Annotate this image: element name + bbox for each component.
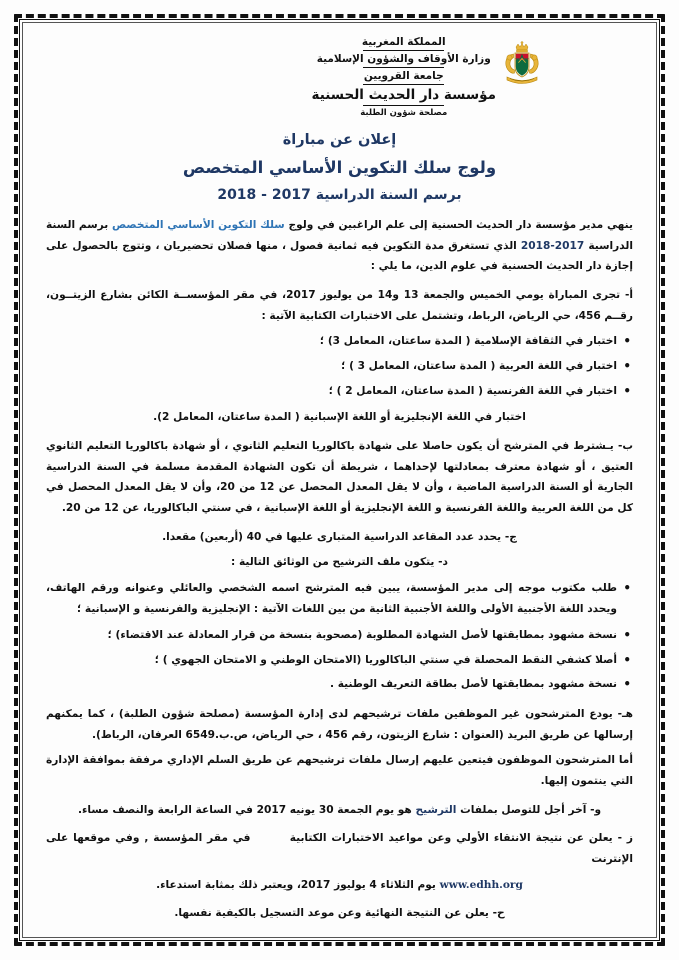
item-g-url-line bbox=[46, 875, 633, 896]
doc-written-request: طلب مكتوب موجه إلى مدير المؤسسة، يبين فيه المترشح اسمه الشخصي والعائلي وعنوانه ورقم الهاتف، ويحدد اللغة الأجنبية الأولى واللغة الأجنبية الثانية من بين اللغات الآتية : الإنجليزية والفرنسية و الإسبانية ؛ bbox=[46, 581, 617, 615]
header-line-institution: مؤسسة دار الحديث الحسنية bbox=[312, 87, 496, 106]
item-g-marker: ز - bbox=[617, 832, 633, 845]
item-g bbox=[46, 828, 633, 869]
document-content bbox=[16, 16, 663, 944]
exam-english-spanish: اختبار في اللغة الإنجليزية أو اللغة الإسبانية ( المدة ساعتان، المعامل 2). bbox=[153, 411, 526, 424]
intro-paragraph bbox=[46, 215, 633, 277]
header-line-kingdom: المملكة المغربية bbox=[312, 36, 496, 51]
item-c bbox=[46, 527, 633, 548]
exam-english-or-spanish-line bbox=[46, 407, 633, 428]
exam-french: اختبار في اللغة الفرنسية ( المدة ساعتان، المعامل 2 ) ؛ bbox=[328, 384, 617, 397]
header-line-university: جامعة القرويين bbox=[312, 70, 496, 85]
header-line-ministry: وزارة الأوقاف والشؤون الإسلامية bbox=[312, 53, 496, 68]
item-f bbox=[46, 800, 633, 821]
intro-part-2: برسم السنة الدراسية bbox=[46, 219, 633, 252]
announcement-titles bbox=[36, 132, 643, 203]
item-h-text: يعلن عن النتيجة النهائية وعن موعد التسجيل بالكيفية نفسها. bbox=[174, 907, 489, 920]
exam-arabic: اختبار في اللغة العربية ( المدة ساعتان، المعامل 3 ) ؛ bbox=[341, 359, 617, 372]
intro-year: 2017-2018 bbox=[520, 239, 585, 252]
list-item bbox=[46, 331, 633, 352]
item-g-text-post: , وفي موقعها على الإنترنت bbox=[46, 832, 633, 866]
intro-part-3: الذي تستغرق مدة التكوين فيه ثمانية فصول ، منها فصلان تحضيريان ، وتتوج بالحصول على إجازة دار الحديث الحسنية في علوم الدين، ما يلي : bbox=[46, 239, 633, 273]
item-h bbox=[46, 903, 633, 924]
item-g-text-mid: في مقر المؤسسة bbox=[153, 832, 251, 845]
header-institution-lines bbox=[302, 36, 496, 120]
doc-national-id-copy: نسخة مشهود بمطابقتها لأصل بطاقة التعريف الوطنية . bbox=[330, 678, 617, 691]
item-b-text: يـشترط في المترشح أن يكون حاصلا على شهادة باكالوريا التعليم الثانوي ، أو شهادة باكالوريا التعليم الثانوي العتيق ، أو شهادة معترف بمعادلتها لإحداهما ، شريطة أن تكون الشهادة المقدمة مسلمة في السنة الدراسية الجارية أو السنة الدراسية الماضية ، وأن لا يقل المعدل المحصل عن 12 من 20، وأن لا يقل المعدل المحصل في كل من اللغة العربية واللغة الفرنسية و اللغة الإنجليزية أو اللغة الإسبانية ، في سنتي الباكالوريا، عن 12 من 20. bbox=[46, 439, 633, 514]
exam-islamic-culture: اختبار في الثقافة الإسلامية ( المدة ساعتان، المعامل 3) ؛ bbox=[319, 335, 617, 348]
item-a bbox=[46, 285, 633, 326]
intro-part-1: ينهي مدير مؤسسة دار الحديث الحسنية إلى علم الراغبين في ولوج bbox=[288, 219, 633, 231]
item-g-text-tail: يوم الثلاثاء 4 يوليوز 2017، ويعتبر ذلك بمثابة استدعاء. bbox=[156, 878, 436, 891]
item-f-highlight-application: الترشيح bbox=[415, 803, 457, 816]
item-f-text-pre: آخر أجل للتوصل بملفات bbox=[460, 803, 587, 816]
morocco-coat-of-arms-emblem bbox=[496, 40, 548, 88]
item-g-text-pre: يعلن عن نتيجة الانتقاء الأولي وعن مواعيد الاختبارات الكتابية bbox=[289, 832, 613, 845]
document-header bbox=[36, 30, 643, 122]
item-d-documents-list bbox=[46, 578, 633, 619]
item-a-text: تجرى المباراة يومي الخميس والجمعة 13 و14 من يوليوز 2017، في مقر المؤسســة الكائن بشارع الزيتــون، رقــم 456، حي الرياض، الرباط، وتشتمل على الاختبارات الكتابية الآتية : bbox=[46, 288, 633, 322]
page-title: إعلان عن مباراة bbox=[282, 132, 397, 148]
item-a-exam-list bbox=[46, 331, 633, 401]
item-d bbox=[46, 552, 633, 573]
item-d-marker: د- bbox=[438, 556, 448, 569]
page-subtitle-academic-year: برسم السنة الدراسية 2017 - 2018 bbox=[217, 187, 462, 203]
item-a-marker: أ- bbox=[624, 288, 633, 301]
doc-certified-diploma-copy: نسخة مشهود بمطابقتها لأصل الشهادة المطلوبة (مصحوبة بنسخة من قرار المعادلة عند الاقتضاء) ؛ bbox=[107, 629, 617, 642]
intro-highlight-program: سلك التكوين الأساسي المتخصص bbox=[111, 219, 285, 231]
item-c-marker: ج- bbox=[504, 530, 517, 543]
item-e-marker: هـ- bbox=[617, 708, 633, 721]
list-item bbox=[46, 356, 633, 377]
item-e-continuation-text: أما المترشحون الموظفون فيتعين عليهم إرسال ملفات ترشيحهم عن طريق السلم الإداري مرفقة بموافقة الإدارة التي ينتمون إليها. bbox=[46, 754, 633, 788]
institution-website-link[interactable]: www.edhh.org bbox=[439, 878, 523, 891]
item-h-marker: ح- bbox=[492, 907, 505, 920]
list-item bbox=[46, 381, 633, 402]
list-item bbox=[46, 625, 633, 646]
page-subtitle-program: ولوج سلك التكوين الأساسي المتخصص bbox=[182, 158, 497, 177]
doc-grade-transcripts: أصلا كشفي النقط المحصلة في سنتي الباكالوريا (الامتحان الوطني و الامتحان الجهوي ) ؛ bbox=[154, 653, 617, 666]
item-d-text: يتكون ملف الترشيح من الوثائق التالية : bbox=[231, 556, 435, 569]
item-b bbox=[46, 436, 633, 519]
item-e-text: يودع المترشحون غير الموظفين ملفات ترشيحهم لدى إدارة المؤسسة (مصلحة شؤون الطلبة) ، كما يمكنهم إرسالها عن طريق البريد (العنوان : شارع الزيتون، رقم 456 ، حي الرياض، ص.ب.6549 العرفان، الرباط). bbox=[46, 708, 633, 741]
list-item bbox=[46, 578, 633, 619]
announcement-body bbox=[36, 215, 643, 924]
list-item bbox=[46, 674, 633, 695]
item-d-documents-list-rest bbox=[46, 625, 633, 695]
item-e bbox=[46, 704, 633, 745]
item-e-continuation bbox=[46, 750, 633, 791]
header-line-department: مصلحة شؤون الطلبة bbox=[360, 108, 448, 119]
item-c-text: يحدد عدد المقاعد الدراسية المتبارى عليها في 40 (أربعين) مقعدا. bbox=[162, 530, 502, 543]
list-item bbox=[46, 650, 633, 671]
item-f-text-post: هو يوم الجمعة 30 يونيه 2017 في الساعة الرابعة والنصف مساء. bbox=[77, 803, 412, 816]
item-b-marker: ب- bbox=[617, 439, 633, 452]
item-f-marker: و- bbox=[590, 803, 602, 816]
